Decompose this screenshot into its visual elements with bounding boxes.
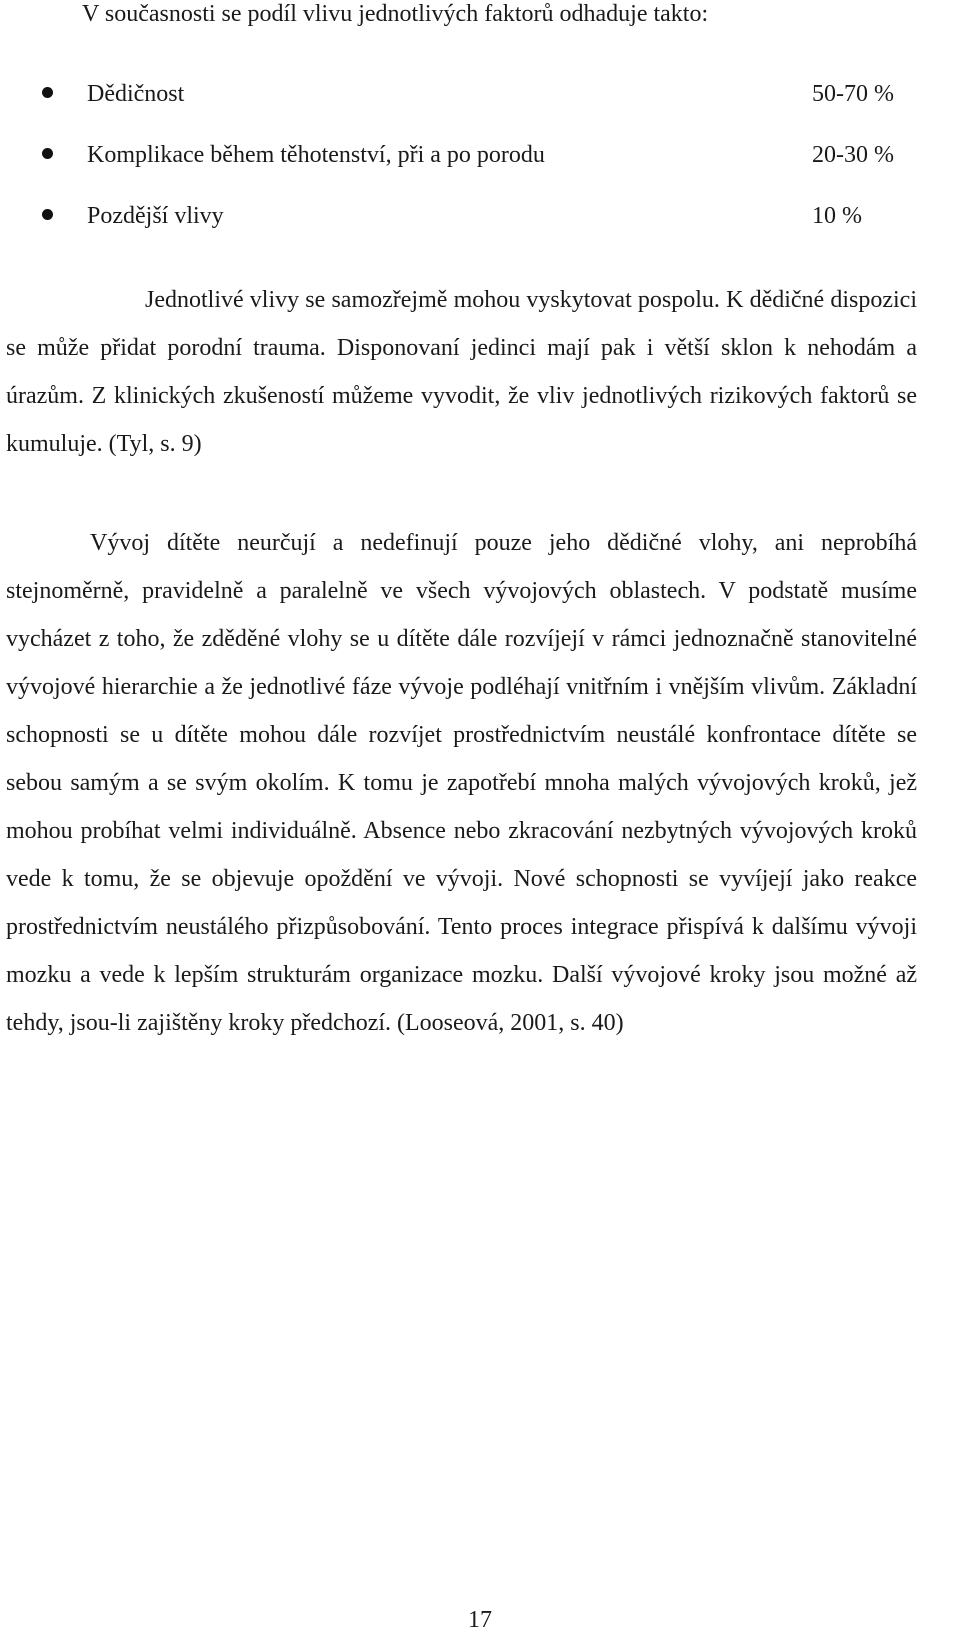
factor-list — [0, 70, 960, 253]
factor-name: Dědičnost — [87, 81, 185, 107]
bullet-icon — [42, 209, 53, 220]
page-number: 17 — [468, 1607, 492, 1633]
intro-sentence: V současnosti se podíl vlivu jednotlivých faktorů odhaduje takto: — [82, 1, 709, 27]
paragraph-influences: Jednotlivé vlivy se samozřejmě mohou vyskytovat pospolu. K dědičné dispozici se může přidat porodní trauma. Disponovaní jedinci mají pak i větší sklon k nehodám a úrazům. Z klinických zkušeností můžeme vyvodit, že vliv jednotlivých rizikových faktorů se kumuluje. (Tyl, s. 9) — [6, 287, 917, 457]
factor-value: 20-30 % — [812, 142, 894, 168]
factor-value: 10 % — [812, 203, 862, 229]
factor-value: 50-70 % — [812, 81, 894, 107]
list-item — [0, 131, 960, 192]
list-item — [0, 192, 960, 253]
paragraph-development: Vývoj dítěte neurčují a nedefinují pouze jeho dědičné vlohy, ani neprobíhá stejnoměrně, pravidelně a paralelně ve všech vývojových oblastech. V podstatě musíme vycházet z toho, že zděděné vlohy se u dítěte dále rozvíjejí v rámci jednoznačně stanovitelné vývojové hierarchie a že jednotlivé fáze vývoje podléhají vnitřním i vnějším vlivům. Základní schopnosti se u dítěte mohou dále rozvíjet prostřednictvím neustálé konfrontace dítěte se sebou samým a se svým okolím. K tomu je zapotřebí mnoha malých vývojových kroků, jež mohou probíhat velmi individuálně. Absence nebo zkracování nezbytných vývojových kroků vede k tomu, že se objevuje opoždění ve vývoji. Nové schopnosti se vyvíjejí jako reakce prostřednictvím neustálého přizpůsobování. Tento proces integrace přispívá k dalšímu vývoji mozku a vede k lepším strukturám organizace mozku. Další vývojové kroky jsou možné až tehdy, jsou-li zajištěny kroky předchozí. (Looseová, 2001, s. 40) — [6, 530, 917, 1036]
bullet-icon — [42, 87, 53, 98]
bullet-icon — [42, 148, 53, 159]
list-item — [0, 70, 960, 131]
factor-name: Pozdější vlivy — [87, 203, 224, 229]
factor-name: Komplikace během těhotenství, při a po porodu — [87, 142, 545, 168]
